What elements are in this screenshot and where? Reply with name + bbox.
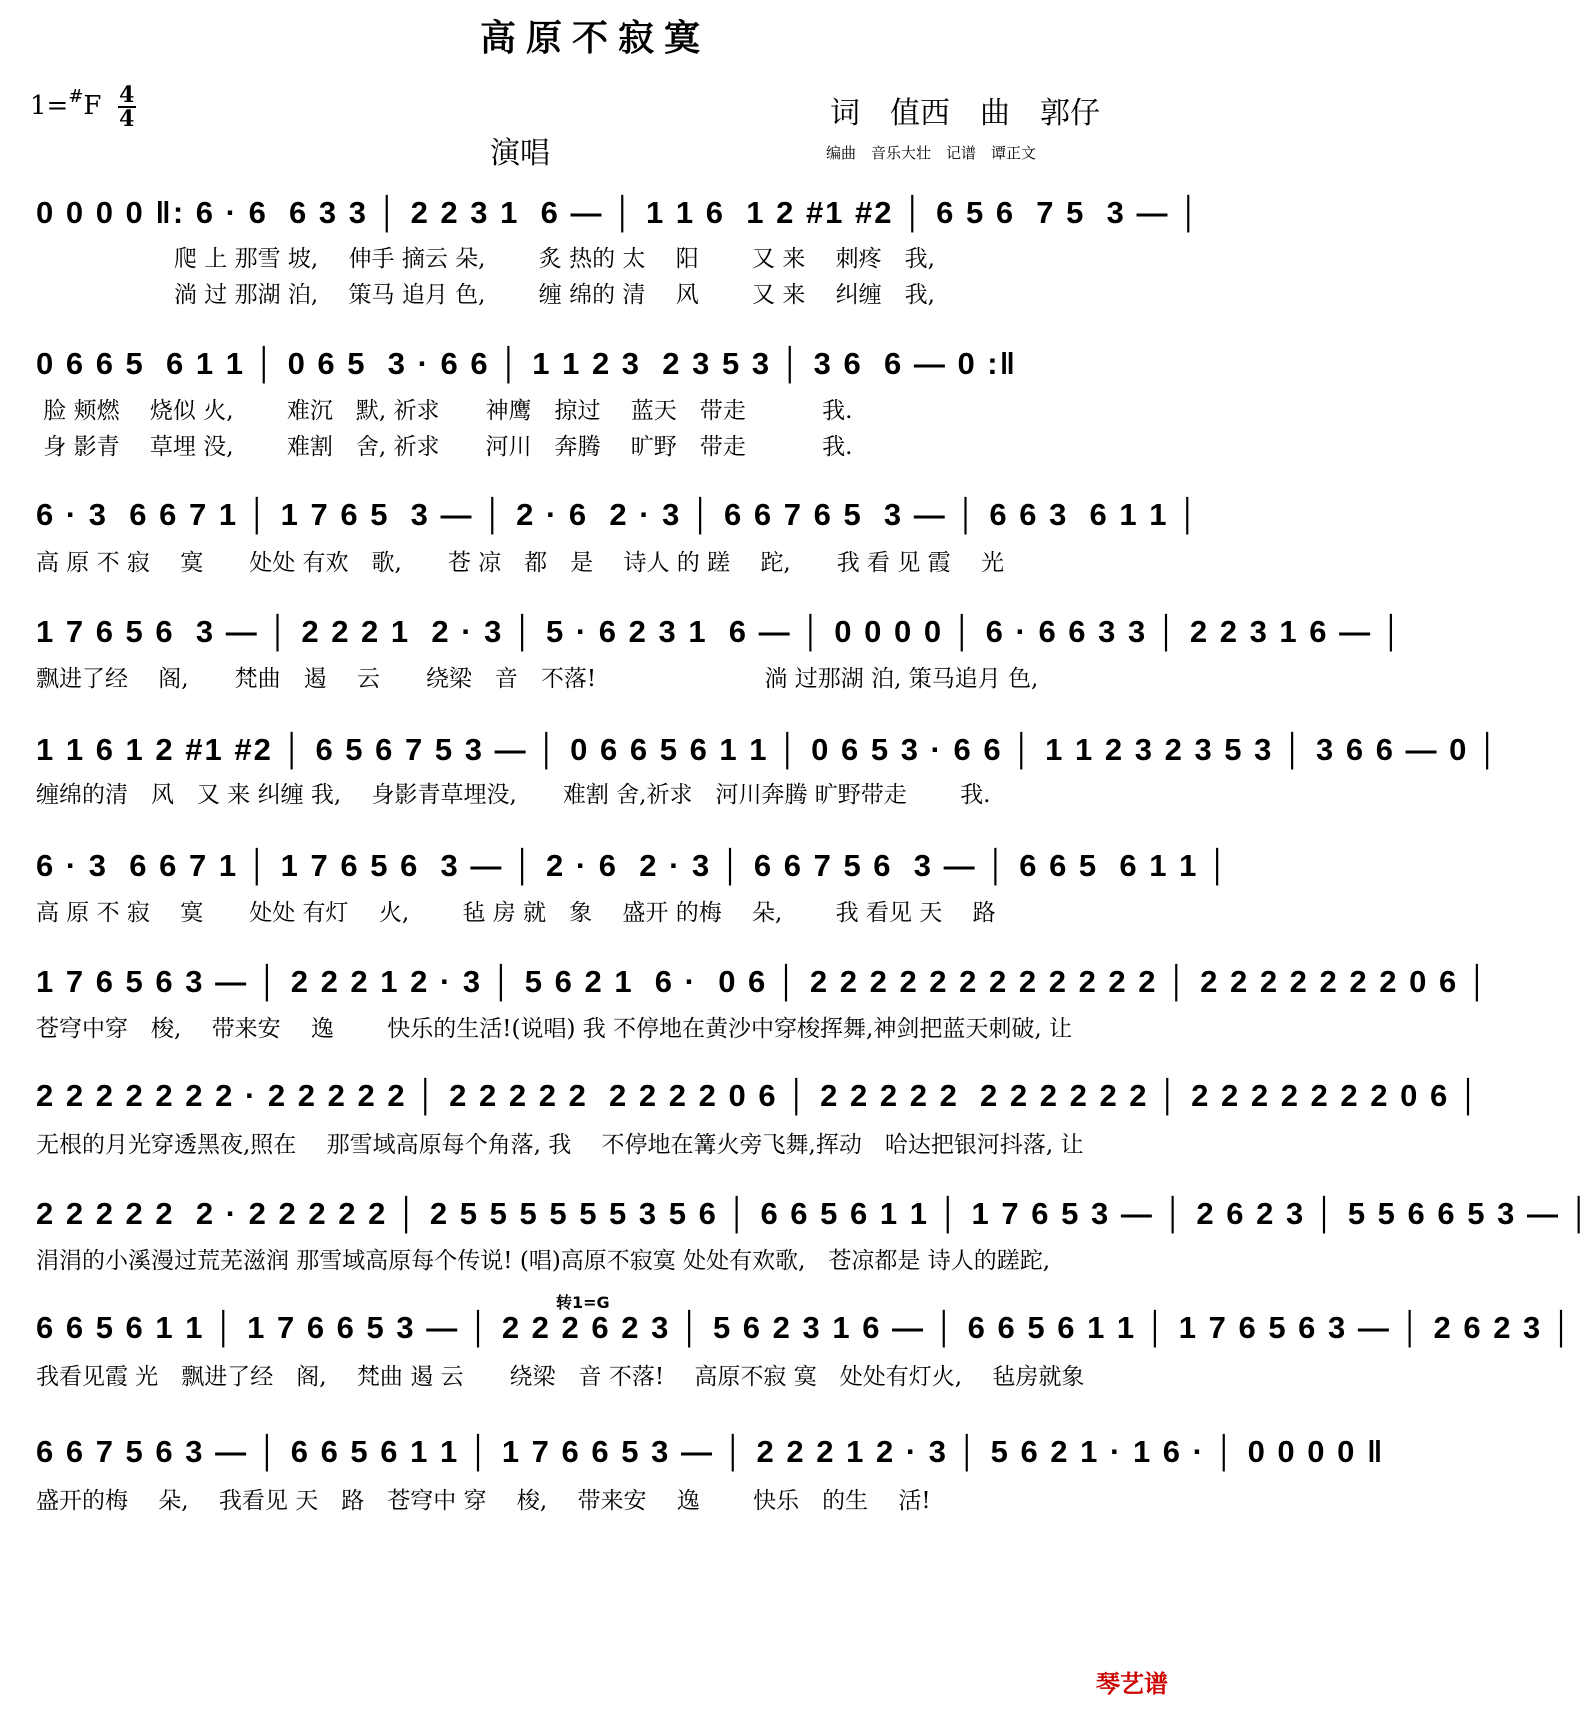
time-signature bbox=[118, 84, 136, 130]
lyric-line: 盛开的梅 朵, 我看见 天 路 苍穹中 穿 梭, 带来安 逸 快乐 的生 活! bbox=[36, 1488, 931, 1514]
lyric-line: 飘进了经 阁, 梵曲 遏 云 绕梁 音 不落! 淌 过那湖 泊, 策马追月 色, bbox=[36, 666, 1039, 692]
credits-sub: 编曲 音乐大壮 记谱 谭正文 bbox=[826, 144, 1037, 162]
lyric-line: 涓涓的小溪漫过荒芜滋润 那雪域高原每个传说! (唱)高原不寂寞 处处有欢歌, 苍凉都是 诗人的蹉跎, bbox=[36, 1248, 1051, 1274]
key-signature bbox=[30, 84, 136, 130]
notation-line: 2 2 2 2 2 2 · 2 2 2 2 2 │ 2 5 5 5 5 5 5 3 5 6 │ 6 6 5 6 1 1 │ 1 7 6 5 3 — │ 2 6 2 3 │ 5 5 6 6 5 3 — │ bbox=[36, 1196, 1592, 1231]
lyric-line: 身 影青 草埋 没, 难割 舍, 祈求 河川 奔腾 旷野 带走 我. bbox=[36, 434, 853, 460]
lyric-line: 脸 颊燃 烧似 火, 难沉 默, 祈求 神鹰 掠过 蓝天 带走 我. bbox=[36, 398, 853, 424]
watermark-logo: 琴艺谱 bbox=[1096, 1670, 1168, 1698]
notation-line: 0 6 6 5 6 1 1 │ 0 6 5 3 · 6 6 │ 1 1 2 3 2 3 5 3 │ 3 6 6 — 0 :‖ bbox=[36, 346, 1018, 381]
notation-line: 2 2 2 2 2 2 2 · 2 2 2 2 2 │ 2 2 2 2 2 2 2 2 2 0 6 │ 2 2 2 2 2 2 2 2 2 2 2 │ 2 2 2 2 2 2 2 0 6 │ bbox=[36, 1078, 1482, 1113]
time-top: 4 bbox=[119, 82, 135, 108]
singer-label: 演唱 bbox=[490, 136, 550, 171]
lyric-line: 高 原 不 寂 寞 处处 有灯 火, 毡 房 就 象 盛开 的梅 朵, 我 看见 天 路 bbox=[36, 900, 996, 926]
notation-line: 6 6 5 6 1 1 │ 1 7 6 6 5 3 — │ 2 2 2 6 2 3 │ 5 6 2 3 1 6 — │ 6 6 5 6 1 1 │ 1 7 6 5 6 3 — │ 2 6 2 3 │ bbox=[36, 1310, 1575, 1345]
notation-line: 1 1 6 1 2 #1 #2 │ 6 5 6 7 5 3 — │ 0 6 6 5 6 1 1 │ 0 6 5 3 · 6 6 │ 1 1 2 3 2 3 5 3 │ 3 6 6 — 0 │ bbox=[36, 732, 1501, 767]
lyric-line: 爬 上 那雪 坡, 伸手 摘云 朵, 炙 热的 太 阳 又 来 刺疼 我, bbox=[36, 246, 935, 272]
notation-line: 6 · 3 6 6 7 1 │ 1 7 6 5 3 — │ 2 · 6 2 · 3 │ 6 6 7 6 5 3 — │ 6 6 3 6 1 1 │ bbox=[36, 497, 1201, 532]
key-note: F bbox=[83, 91, 102, 121]
lyric-line: 苍穹中穿 梭, 带来安 逸 快乐的生活!(说唱) 我 不停地在黄沙中穿梭挥舞,神剑把蓝天刺破, 让 bbox=[36, 1016, 1072, 1042]
time-bottom: 4 bbox=[119, 106, 135, 132]
notation-line: 1 7 6 5 6 3 — │ 2 2 2 1 2 · 3 │ 5 · 6 2 3 1 6 — │ 0 0 0 0 │ 6 · 6 6 3 3 │ 2 2 3 1 6 — │ bbox=[36, 614, 1405, 649]
modulation-mark: 转1=G bbox=[556, 1293, 610, 1312]
lyric-line: 淌 过 那湖 泊, 策马 追月 色, 缠 绵的 清 风 又 来 纠缠 我, bbox=[36, 282, 935, 308]
notation-line: 6 6 7 5 6 3 — │ 6 6 5 6 1 1 │ 1 7 6 6 5 3 — │ 2 2 2 1 2 · 3 │ 5 6 2 1 · 1 6 · │ 0 0 0 0 ‖ bbox=[36, 1434, 1385, 1469]
lyric-line: 高 原 不 寂 寞 处处 有欢 歌, 苍 凉 都 是 诗人 的 蹉 跎, 我 看 见 霞 光 bbox=[36, 550, 1004, 576]
credits-main: 词 值西 曲 郭仔 bbox=[830, 96, 1100, 131]
notation-line: 0 0 0 0 ‖: 6 · 6 6 3 3 │ 2 2 3 1 6 — │ 1 1 6 1 2 #1 #2 │ 6 5 6 7 5 3 — │ bbox=[36, 195, 1202, 230]
key-label: 1= bbox=[30, 91, 69, 121]
notation-line: 1 7 6 5 6 3 — │ 2 2 2 1 2 · 3 │ 5 6 2 1 6 · 0 6 │ 2 2 2 2 2 2 2 2 2 2 2 2 │ 2 2 2 2 2 2 2 0 6 │ bbox=[36, 964, 1491, 999]
notation-line: 6 · 3 6 6 7 1 │ 1 7 6 5 6 3 — │ 2 · 6 2 · 3 │ 6 6 7 5 6 3 — │ 6 6 5 6 1 1 │ bbox=[36, 848, 1231, 883]
lyric-line: 缠绵的清 风 又 来 纠缠 我, 身影青草埋没, 难割 舍,祈求 河川奔腾 旷野带走 我. bbox=[36, 782, 991, 808]
song-title: 高原不寂寞 bbox=[479, 18, 710, 59]
lyric-line: 无根的月光穿透黑夜,照在 那雪域高原每个角落, 我 不停地在篝火旁飞舞,挥动 哈达把银河抖落, 让 bbox=[36, 1132, 1084, 1158]
lyric-line: 我看见霞 光 飘进了经 阁, 梵曲 遏 云 绕梁 音 不落! 高原不寂 寞 处处有灯火, 毡房就象 bbox=[36, 1364, 1085, 1390]
sharp-sign: # bbox=[68, 86, 84, 107]
